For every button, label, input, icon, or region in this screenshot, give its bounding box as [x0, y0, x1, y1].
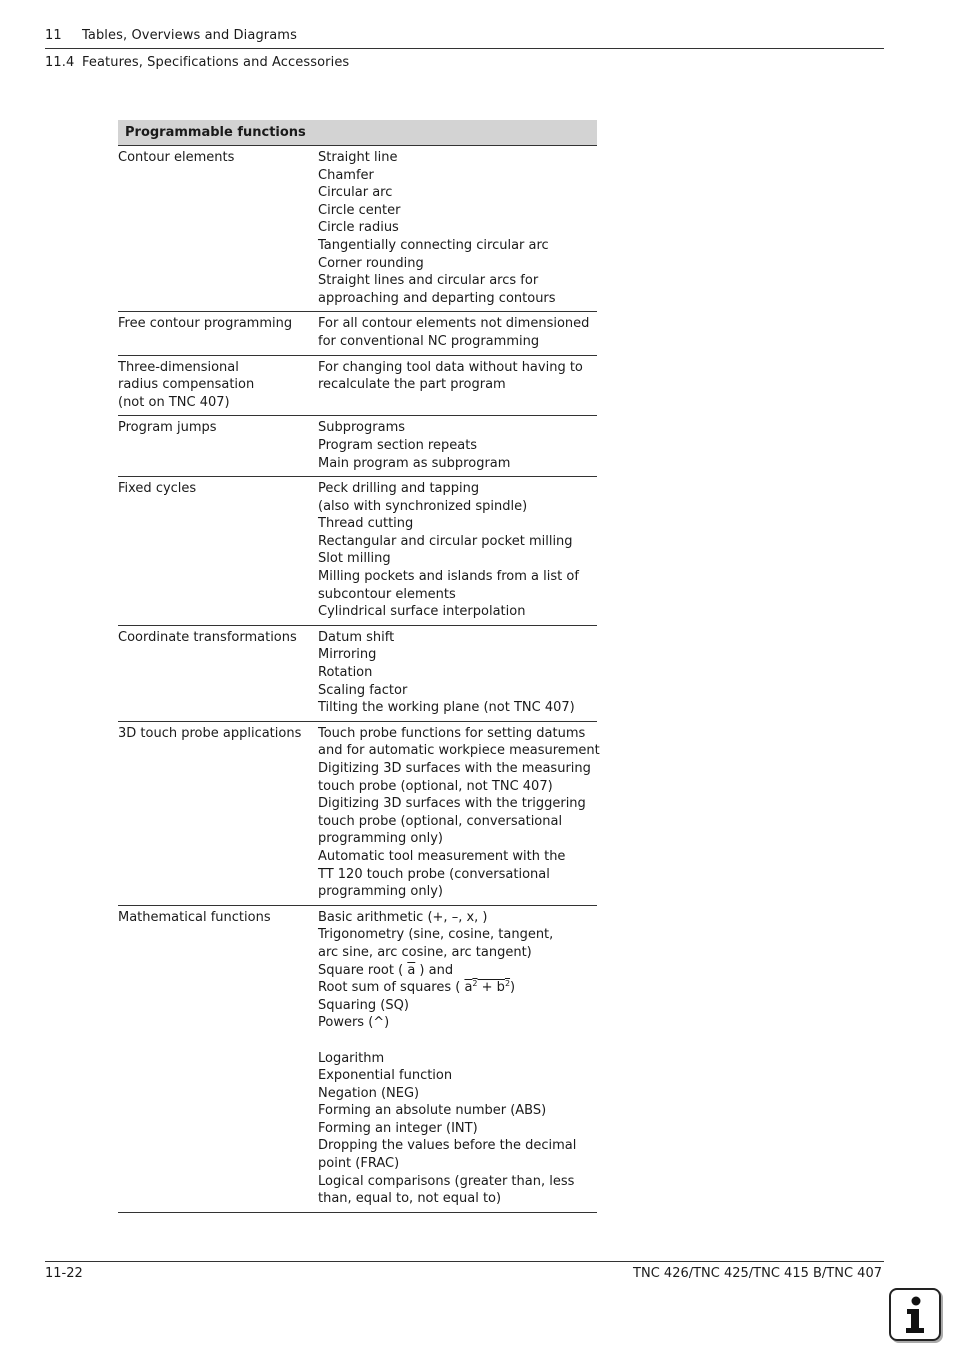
- info-icon[interactable]: [889, 1288, 941, 1341]
- row-item-line: Logarithm: [318, 1050, 385, 1066]
- row-item-line: Negation (NEG): [318, 1085, 420, 1101]
- row-item-line: Corner rounding: [318, 255, 424, 271]
- row-item-line: Circle center: [318, 202, 401, 218]
- chapter-title: Tables, Overviews and Diagrams: [82, 28, 297, 43]
- row-item-line: Chamfer: [318, 167, 374, 183]
- row-label: [118, 629, 318, 717]
- row-item-line: touch probe (optional, not TNC 407): [318, 778, 553, 794]
- row-label-line: (not on TNC 407): [118, 394, 230, 410]
- row-item-line: Basic arithmetic (+, –, x, ): [318, 909, 488, 925]
- row-item-line: programming only): [318, 831, 443, 847]
- row-item-line: Straight lines and circular arcs for: [318, 273, 539, 289]
- row-item-line: Digitizing 3D surfaces with the triggering: [318, 796, 586, 812]
- row-item-line: Logical comparisons (greater than, less: [318, 1173, 575, 1189]
- row-item-line: Tangentially connecting circular arc: [318, 237, 549, 253]
- table-body: [118, 146, 600, 1213]
- row-item-line: Powers (^): [318, 1015, 390, 1031]
- header-rule: [45, 48, 884, 49]
- rss-radicand: [464, 980, 510, 995]
- row-item-line: Peck drilling and tapping: [318, 481, 480, 497]
- row-item-line: For changing tool data without having to: [318, 359, 583, 375]
- row-item-line: Exponential function: [318, 1068, 453, 1084]
- row-item-line: Circular arc: [318, 185, 393, 201]
- row-item-line: Datum shift: [318, 629, 395, 645]
- programmable-functions-table: [118, 120, 600, 1213]
- row-item-line: Main program as subprogram: [318, 455, 511, 471]
- row-item-line: Digitizing 3D surfaces with the measuring: [318, 761, 591, 776]
- rss-suffix: ): [510, 980, 516, 996]
- row-items: [318, 315, 597, 350]
- row-label: [118, 315, 318, 350]
- row-item-line: Subprograms: [318, 420, 406, 436]
- table-row: [118, 722, 600, 906]
- row-item-line: recalculate the part program: [318, 377, 506, 393]
- root-sum-squares-line: [318, 979, 597, 997]
- row-item-line: Program section repeats: [318, 437, 478, 453]
- row-label-line: Coordinate transformations: [118, 629, 297, 645]
- row-label: [118, 480, 318, 621]
- row-item-line: point (FRAC): [318, 1156, 400, 1172]
- chapter-number: 11: [45, 28, 62, 43]
- rss-exp-b: 2: [504, 979, 511, 989]
- row-label-line: radius compensation: [118, 377, 255, 393]
- footer-rule: [45, 1261, 884, 1262]
- row-items: [318, 359, 597, 412]
- row-item-line: Straight line: [318, 150, 398, 165]
- row-items: [318, 419, 597, 472]
- square-root-suffix: ) and: [415, 962, 454, 978]
- table-row: [118, 312, 597, 355]
- row-label-line: 3D touch probe applications: [118, 725, 302, 741]
- model-list: TNC 426/TNC 425/TNC 415 B/TNC 407: [633, 1266, 882, 1281]
- square-root-arg: $\overline{a}$: [407, 962, 416, 978]
- row-item-line: Squaring (SQ): [318, 997, 409, 1013]
- row-item-line: Slot milling: [318, 551, 391, 567]
- row-item-line: subcontour elements: [318, 586, 456, 602]
- square-root-line: [318, 962, 597, 980]
- row-label-line: Three-dimensional: [118, 359, 239, 375]
- row-item-line: arc sine, arc cosine, arc tangent): [318, 944, 532, 960]
- row-item-line: programming only): [318, 884, 443, 900]
- table-row: [118, 146, 597, 312]
- square-root-prefix: Square root (: [318, 962, 408, 978]
- section-number: 11.4: [45, 55, 75, 70]
- row-item-line: Mirroring: [318, 647, 377, 663]
- rss-plus-b: + b: [477, 980, 505, 996]
- row-items: [318, 725, 600, 901]
- chapter-heading: [45, 28, 297, 43]
- row-label-line: Contour elements: [118, 150, 235, 165]
- row-item-line: for conventional NC programming: [318, 333, 540, 349]
- table-row: [118, 626, 597, 722]
- row-label: [118, 149, 318, 307]
- section-title: Features, Specifications and Accessories: [82, 55, 350, 70]
- row-items: [318, 909, 597, 1208]
- row-item-line: For all contour elements not dimensioned: [318, 316, 590, 332]
- page-number: 11-22: [45, 1266, 83, 1281]
- row-item-line: Scaling factor: [318, 682, 408, 698]
- row-item-line: Circle radius: [318, 220, 399, 236]
- row-item-line: Forming an integer (INT): [318, 1120, 478, 1136]
- row-label: [118, 419, 318, 472]
- table-row: [118, 356, 597, 417]
- row-item-line: touch probe (optional, conversational: [318, 813, 563, 829]
- rss-a: a: [464, 980, 473, 996]
- row-item-line: Cylindrical surface interpolation: [318, 604, 526, 620]
- row-items: [318, 149, 597, 307]
- row-items: [318, 629, 597, 717]
- row-item-line: Rotation: [318, 665, 373, 681]
- row-item-line: TT 120 touch probe (conversational: [318, 866, 550, 882]
- row-item-line: Milling pockets and islands from a list of: [318, 569, 579, 585]
- blank-line: [318, 1032, 597, 1050]
- row-label-line: Mathematical functions: [118, 909, 271, 925]
- row-item-line: and for automatic workpiece measurement: [318, 743, 600, 759]
- row-label: [118, 359, 318, 412]
- row-item-line: Rectangular and circular pocket milling: [318, 533, 573, 549]
- table-row: [118, 477, 597, 626]
- row-item-line: Touch probe functions for setting datums: [318, 725, 586, 741]
- row-item-line: than, equal to, not equal to): [318, 1191, 502, 1207]
- row-label: [118, 909, 318, 1208]
- table-row: [118, 906, 597, 1213]
- row-item-line: approaching and departing contours: [318, 290, 556, 306]
- section-heading: [45, 55, 349, 70]
- row-items: [318, 480, 597, 621]
- row-item-line: Tilting the working plane (not TNC 407): [318, 700, 575, 716]
- row-label-line: Fixed cycles: [118, 481, 197, 497]
- row-item-line: Forming an absolute number (ABS): [318, 1103, 547, 1119]
- row-label-line: Free contour programming: [118, 316, 293, 332]
- table-row: [118, 416, 597, 477]
- row-label-line: Program jumps: [118, 420, 217, 436]
- rss-exp-a: 2: [472, 979, 478, 989]
- row-label: [118, 725, 318, 901]
- row-item-line: (also with synchronized spindle): [318, 498, 528, 514]
- table-title: Programmable functions: [118, 120, 597, 146]
- row-item-line: Automatic tool measurement with the: [318, 848, 566, 864]
- row-item-line: Thread cutting: [318, 516, 414, 532]
- row-item-line: Trigonometry (sine, cosine, tangent,: [318, 927, 554, 943]
- rss-prefix: Root sum of squares (: [318, 980, 465, 996]
- row-item-line: Dropping the values before the decimal: [318, 1138, 577, 1154]
